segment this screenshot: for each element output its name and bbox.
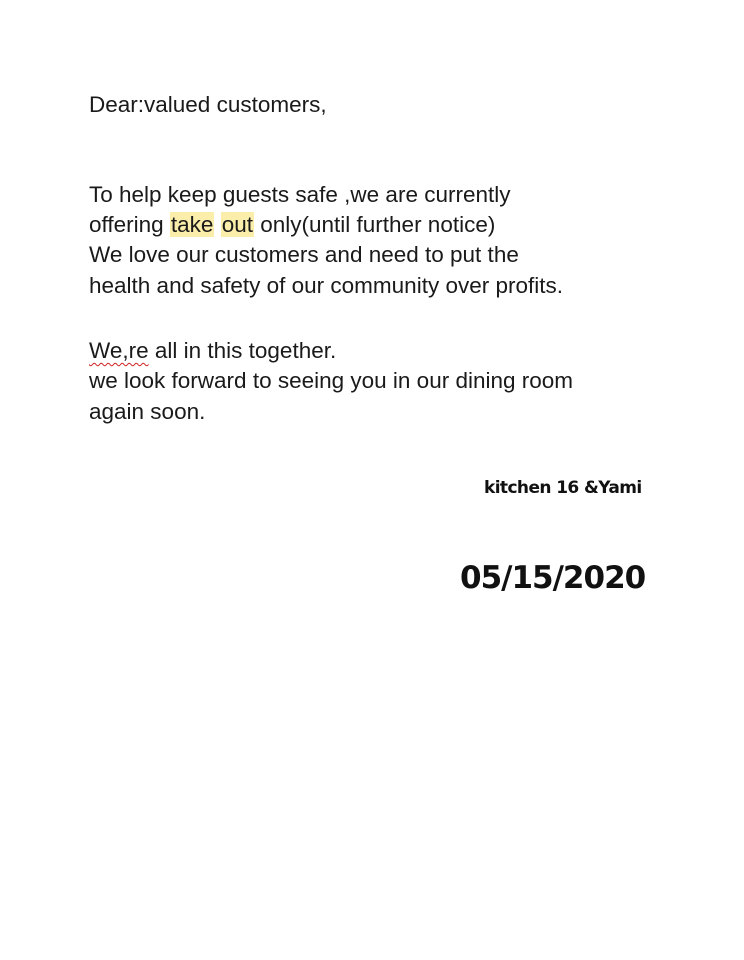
date: 05/15/2020 — [460, 560, 646, 596]
paragraph1-line2-suffix: only(until further notice) — [253, 212, 496, 237]
highlighted-word-take: take — [170, 212, 214, 237]
paragraph1-line3: We love our customers and need to put the — [89, 242, 519, 267]
signature: kitchen 16 &Yami — [484, 478, 642, 498]
paragraph2-line1 — [89, 335, 336, 366]
paragraph2-line3: again soon. — [89, 399, 206, 424]
spellcheck-flagged-word: We,re — [89, 338, 149, 363]
paragraph1-line4: health and safety of our community over profits. — [89, 273, 563, 298]
paragraph1-line1: To help keep guests safe ,we are currently — [89, 182, 511, 207]
paragraph1-line2 — [89, 209, 495, 240]
greeting: Dear:valued customers, — [89, 92, 327, 117]
paragraph1-line2-prefix: offering — [89, 212, 170, 237]
highlighted-word-out: out — [221, 212, 253, 237]
paragraph1-line2-space — [214, 212, 220, 237]
paragraph2-line1-rest: all in this together. — [148, 338, 337, 363]
paragraph2-line2: we look forward to seeing you in our dining room — [89, 368, 574, 393]
